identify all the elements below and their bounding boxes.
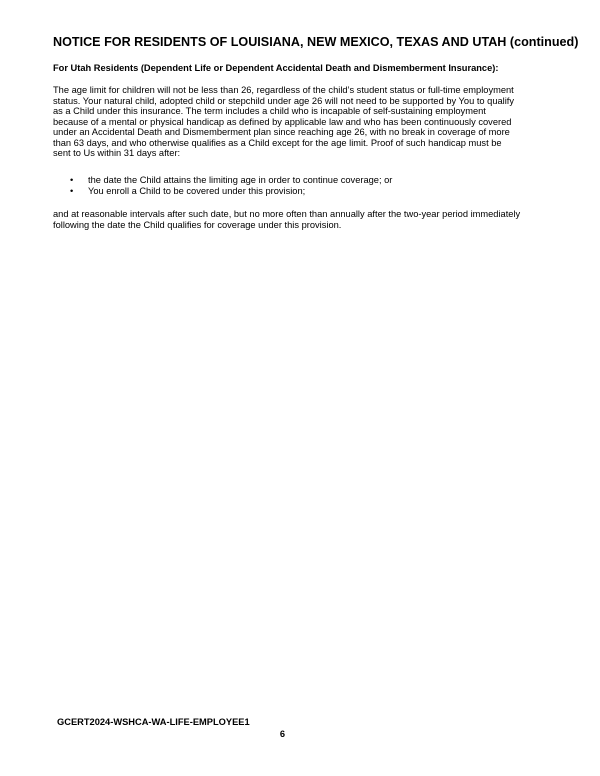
bullet-list bbox=[53, 175, 553, 197]
paragraph-1-line: than 63 days, and who otherwise qualifies as a Child except for the age limit. Proof of such handicap must be bbox=[53, 137, 502, 148]
bullet-icon: • bbox=[70, 175, 74, 185]
page-title: NOTICE FOR RESIDENTS OF LOUISIANA, NEW MEXICO, TEXAS AND UTAH (continued) bbox=[53, 35, 579, 49]
paragraph-1 bbox=[53, 85, 553, 159]
list-item-text: You enroll a Child to be covered under this provision; bbox=[88, 186, 306, 196]
paragraph-1-line: The age limit for children will not be less than 26, regardless of the child’s student status or full-time employment bbox=[53, 85, 514, 95]
list-item bbox=[53, 175, 553, 186]
paragraph-1-line: as a Child under this insurance. The term includes a child who is incapable of self-sustaining employment bbox=[53, 106, 486, 116]
paragraph-1-line: sent to Us within 31 days after: bbox=[53, 148, 181, 158]
list-item bbox=[53, 186, 553, 197]
paragraph-2 bbox=[53, 209, 553, 230]
footer-form-code: GCERT2024-WSHCA-WA-LIFE-EMPLOYEE1 bbox=[57, 717, 250, 727]
paragraph-1-line: under an Accidental Death and Dismemberment plan since reaching age 26, with no break in coverage of more bbox=[53, 127, 510, 137]
page-number: 6 bbox=[279, 729, 286, 739]
paragraph-2-line: following the date the Child qualifies for coverage under this provision. bbox=[53, 219, 342, 230]
paragraph-1-line: status. Your natural child, adopted child or stepchild under age 26 will not need to be supported by You to qualify bbox=[53, 95, 515, 106]
paragraph-2-line: and at reasonable intervals after such date, but no more often than annually after the two-year period immediately bbox=[53, 209, 521, 219]
bullet-icon: • bbox=[70, 186, 74, 196]
section-heading: For Utah Residents (Dependent Life or Dependent Accidental Death and Dismemberment Insurance): bbox=[53, 63, 499, 73]
paragraph-1-line: because of a mental or physical handicap as defined by applicable law and who has been continuously covered bbox=[53, 116, 512, 127]
list-item-text: the date the Child attains the limiting age in order to continue coverage; or bbox=[88, 175, 393, 185]
